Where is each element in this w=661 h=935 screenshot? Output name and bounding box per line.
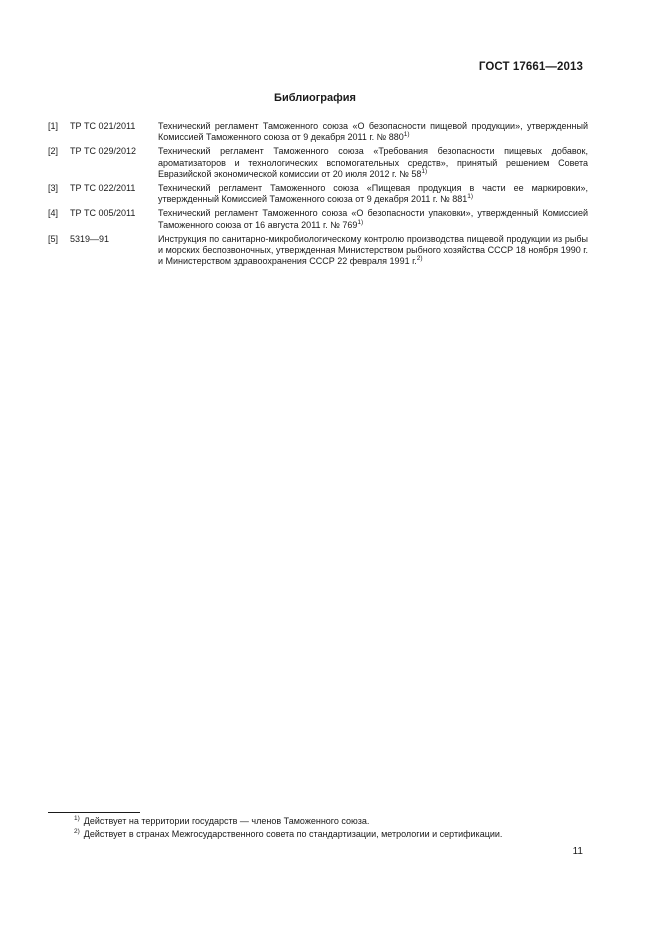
footnote-reference: 1)	[357, 218, 364, 226]
footnote-item	[74, 815, 502, 828]
bibliography-list	[48, 121, 588, 270]
entry-text-block	[158, 234, 588, 268]
entry-number: [1]	[48, 121, 59, 131]
entry-number: [4]	[48, 208, 59, 219]
entry-text: Инструкция по санитарно-микробиологическому контролю производства пищевой продукции из рыбы и морских беспозвоночных, утвержденная Министерством рыбного хозяйства СССР 18 ноября 1990 г. и Министерством здравоохранения СССР 22 февраля 1991 г.	[158, 233, 588, 267]
entry-text: Технический регламент Таможенного союза «О безопасности упаковки», утвержденный Комиссией Таможенного союза от 16 августа 2011 г. № 769	[158, 208, 588, 230]
entry-text: Технический регламент Таможенного союза «Требования безопасности пищевых добавок, ароматизаторов и технологических вспомогательных средств», принятый решением Совета Евразийской экономической комиссии от 20 июля 2012 г. № 58	[158, 146, 588, 179]
entry-text: Технический регламент Таможенного союза «О безопасности пищевой продукции», утвержденный Комиссией Таможенного союза от 9 декабря 2011 г. № 880	[158, 121, 588, 143]
footnote-mark: 1)	[74, 815, 80, 822]
standard-code: ГОСТ 17661—2013	[478, 61, 583, 73]
entry-number: [5]	[48, 233, 59, 244]
footnote-reference: 1)	[403, 131, 410, 139]
entry-code: 5319—91	[70, 233, 110, 244]
entry-code: ТР ТС 005/2011	[70, 208, 136, 219]
footnote-item	[74, 828, 502, 841]
entry-code: ТР ТС 022/2011	[70, 183, 136, 194]
bibliography-entry	[48, 234, 588, 268]
entry-code: ТР ТС 021/2011	[70, 121, 136, 131]
footnote-separator	[48, 812, 140, 813]
entry-number: [3]	[48, 183, 59, 194]
entry-text-block	[158, 146, 588, 180]
page-number: 11	[572, 846, 583, 857]
section-title: Библиография	[274, 92, 356, 104]
entry-text-block	[158, 183, 588, 205]
entry-text: Технический регламент Таможенного союза «Пищевая продукция в части ее маркировки», утвержденный Комиссией Таможенного союза от 9 декабря 2011 г. № 881	[158, 183, 588, 205]
footnote-reference: 1)	[421, 167, 428, 175]
bibliography-entry	[48, 183, 588, 205]
footnotes	[74, 815, 502, 841]
bibliography-entry	[48, 146, 588, 180]
entry-code: ТР ТС 029/2012	[70, 146, 137, 157]
entry-text-block	[158, 121, 588, 143]
entry-number: [2]	[48, 146, 59, 157]
footnote-text: Действует в странах Межгосударственного совета по стандартизации, метрологии и сертификации.	[83, 829, 503, 839]
footnote-text: Действует на территории государств — членов Таможенного союза.	[83, 816, 370, 826]
bibliography-entry	[48, 208, 588, 230]
bibliography-entry	[48, 121, 588, 143]
footnote-reference: 2)	[416, 255, 423, 263]
footnote-mark: 2)	[74, 828, 80, 835]
entry-text-block	[158, 208, 588, 230]
footnote-reference: 1)	[467, 193, 474, 201]
